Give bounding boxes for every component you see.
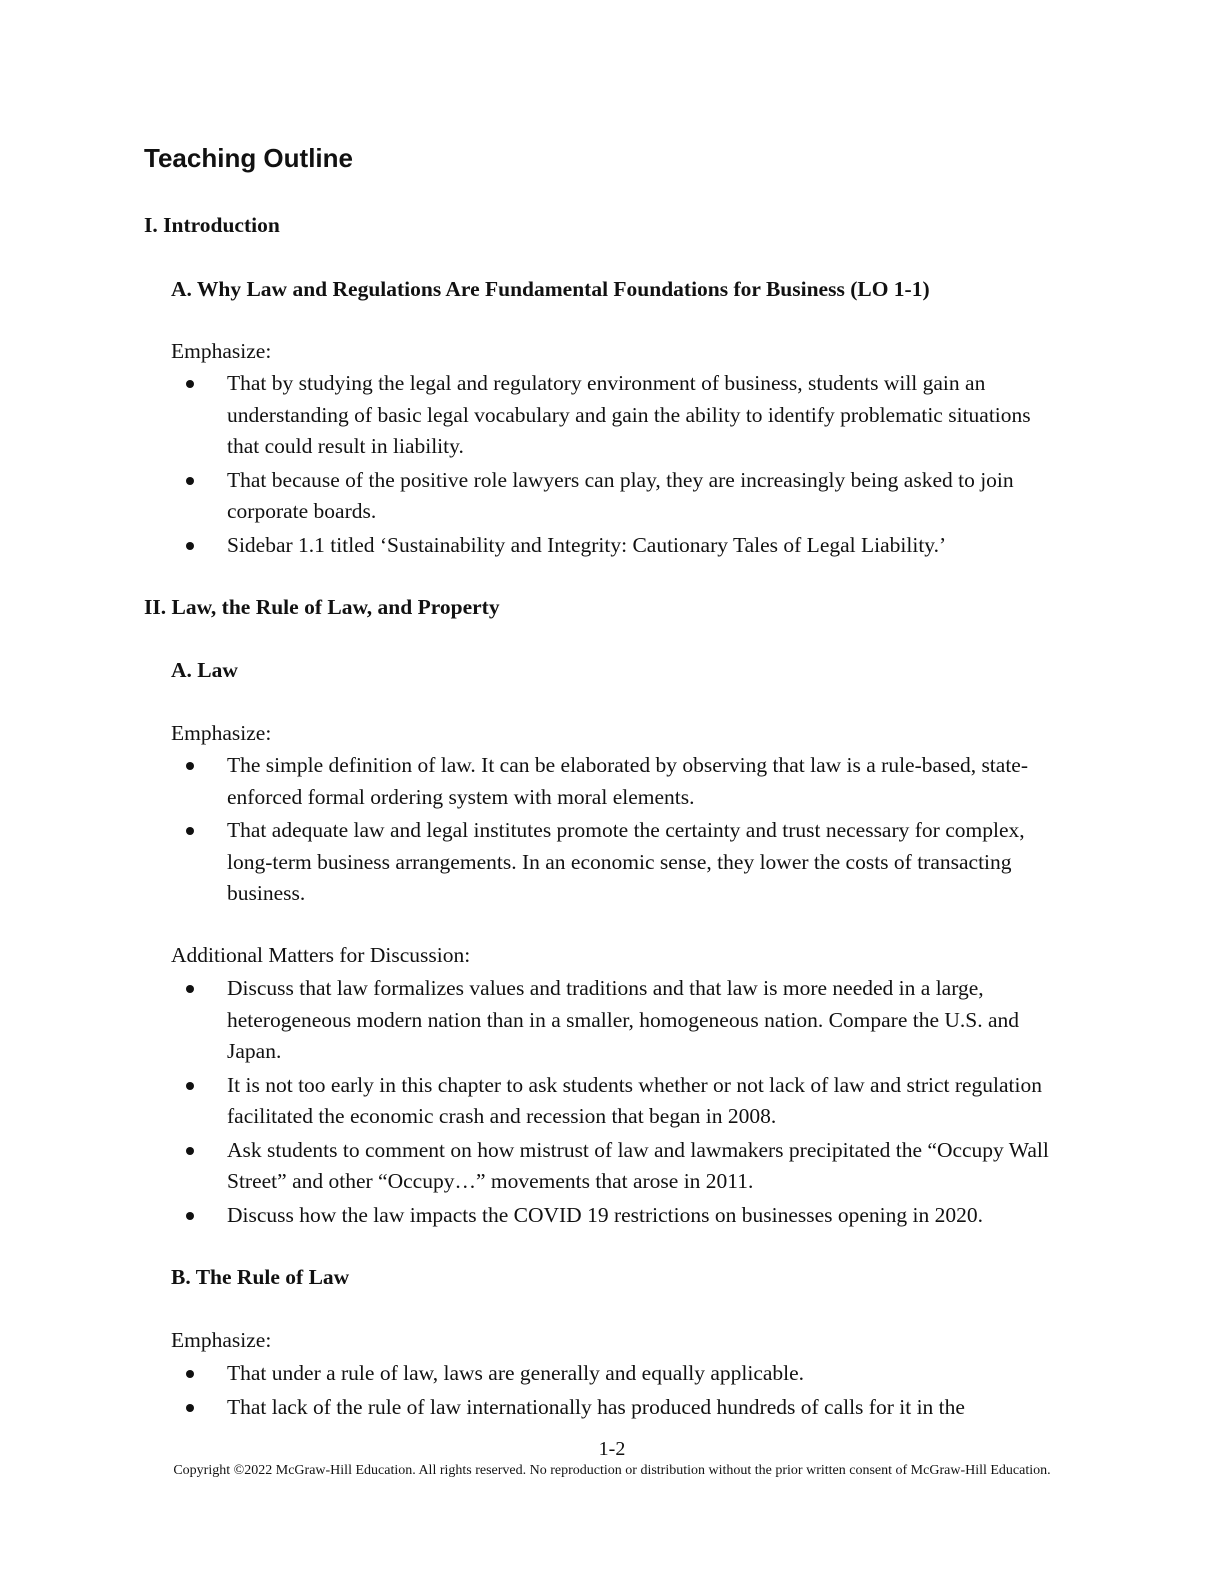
bullet-icon <box>186 1212 194 1220</box>
copyright-notice: Copyright ©2022 McGraw-Hill Education. All rights reserved. No reproduction or distribution without the prior written consent of McGraw-Hill Education. <box>173 1463 1051 1478</box>
list-item <box>0 750 1067 813</box>
list-item <box>0 815 1067 910</box>
list-item <box>0 465 1067 528</box>
bullet-icon <box>186 1404 194 1412</box>
subsection-heading-law: A. Law <box>171 658 238 682</box>
list-item-text: Ask students to comment on how mistrust of law and lawmakers precipitated the “Occupy Wall Street” and other “Occupy…” movements that arose in 2011. <box>227 1137 1049 1193</box>
discussion-label: Additional Matters for Discussion: <box>171 943 471 967</box>
bullet-list-law <box>0 750 1224 912</box>
bullet-list-rule-of-law <box>0 1358 1224 1425</box>
list-item-text: Discuss how the law impacts the COVID 19 restrictions on businesses opening in 2020. <box>227 1202 983 1227</box>
list-item-text: Discuss that law formalizes values and traditions and that law is more needed in a large, heterogeneous modern nation than in a smaller, homogeneous nation. Compare the U.S. and Japan. <box>227 976 1020 1063</box>
bullet-icon <box>186 827 194 835</box>
bullet-icon <box>186 762 194 770</box>
page-title: Teaching Outline <box>144 143 353 173</box>
emphasize-label: Emphasize: <box>171 339 272 363</box>
section-heading-law: II. Law, the Rule of Law, and Property <box>144 595 500 619</box>
list-item-text: That adequate law and legal institutes promote the certainty and trust necessary for complex, long-term business arrangements. In an economic sense, they lower the costs of transacting business. <box>227 818 1025 905</box>
list-item-text: That lack of the rule of law internationally has produced hundreds of calls for it in the <box>227 1394 965 1419</box>
subsection-heading-why-law: A. Why Law and Regulations Are Fundamental Foundations for Business (LO 1-1) <box>171 277 930 301</box>
subsection-heading-rule-of-law: B. The Rule of Law <box>171 1265 350 1289</box>
list-item-text: That under a rule of law, laws are generally and equally applicable. <box>227 1361 805 1385</box>
list-item <box>0 1070 1067 1133</box>
list-item <box>0 1200 1067 1232</box>
bullet-icon <box>186 1082 194 1090</box>
list-item <box>0 1392 1067 1424</box>
list-item <box>0 1135 1067 1198</box>
page-number: 1-2 <box>598 1438 626 1460</box>
list-item <box>0 530 1067 562</box>
bullet-icon <box>186 1370 194 1378</box>
emphasize-label: Emphasize: <box>171 1328 272 1352</box>
list-item-text: That by studying the legal and regulatory environment of business, students will gain an understanding of basic legal vocabulary and gain the ability to identify problematic situations that could result in liability. <box>227 371 1031 458</box>
list-item <box>0 1358 1067 1390</box>
list-item-text: The simple definition of law. It can be elaborated by observing that law is a rule-based, state-enforced formal ordering system with moral elements. <box>227 753 1029 809</box>
bullet-icon <box>186 477 194 485</box>
bullet-icon <box>186 380 194 388</box>
list-item <box>0 973 1067 1068</box>
list-item-text: That because of the positive role lawyers can play, they are increasingly being asked to join corporate boards. <box>227 467 1014 523</box>
list-item-text: It is not too early in this chapter to ask students whether or not lack of law and strict regulation facilitated the economic crash and recession that began in 2008. <box>227 1072 1043 1128</box>
list-item-text: Sidebar 1.1 titled ‘Sustainability and Integrity: Cautionary Tales of Legal Liability.’ <box>227 532 947 557</box>
section-heading-introduction: I. Introduction <box>144 213 280 237</box>
emphasize-label: Emphasize: <box>171 721 272 745</box>
bullet-list-intro <box>0 368 1224 563</box>
bullet-list-discussion <box>0 973 1224 1233</box>
list-item <box>0 368 1067 463</box>
bullet-icon <box>186 542 194 550</box>
bullet-icon <box>186 1147 194 1155</box>
bullet-icon <box>186 985 194 993</box>
